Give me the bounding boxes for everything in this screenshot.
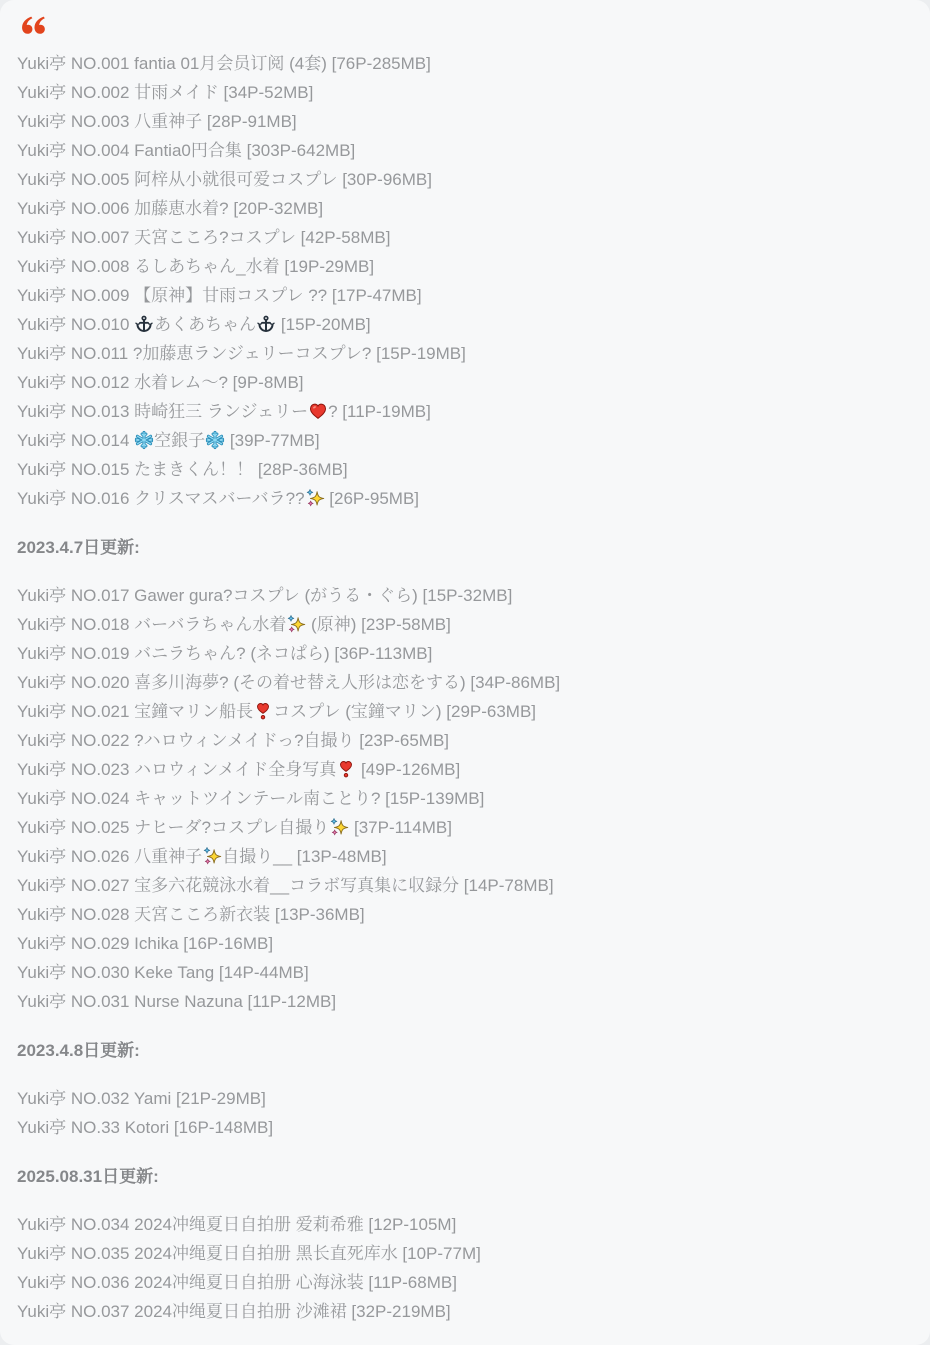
release-line: Yuki亭 NO.003 八重神子 [28P-91MB] xyxy=(17,112,297,131)
release-line: Yuki亭 NO.007 天宮こころ?コスプレ [42P-58MB] xyxy=(17,228,391,247)
release-line: Yuki亭 NO.026 八重神子 自撮り__ [13P-48MB] xyxy=(17,847,387,866)
release-line: Yuki亭 NO.021 宝鐘マリン船長 コスプレ (宝鐘マリン) [29P-63MB] xyxy=(17,702,537,721)
snowflake-icon xyxy=(205,430,225,450)
anchor-icon xyxy=(134,314,154,334)
release-list-batch-4 xyxy=(17,1210,912,1326)
sparkles-icon xyxy=(286,614,306,634)
release-line: Yuki亭 NO.031 Nurse Nazuna [11P-12MB] xyxy=(17,992,337,1011)
update-date-heading-2: 2023.4.8日更新: xyxy=(17,1041,140,1060)
release-line: Yuki亭 NO.004 Fantia0円合集 [303P-642MB] xyxy=(17,141,356,160)
release-line: Yuki亭 NO.023 ハロウィンメイド全身写真 [49P-126MB] xyxy=(17,760,461,779)
snowflake-icon xyxy=(134,430,154,450)
update-date-heading-3: 2025.08.31日更新: xyxy=(17,1167,159,1186)
release-line: Yuki亭 NO.33 Kotori [16P-148MB] xyxy=(17,1118,274,1137)
release-line: Yuki亭 NO.017 Gawer gura?コスプレ (がうる・ぐら) [15P-32MB] xyxy=(17,586,513,605)
release-line: Yuki亭 NO.034 2024冲绳夏日自拍册 爱莉希雅 [12P-105M] xyxy=(17,1215,457,1234)
sparkles-icon xyxy=(202,846,222,866)
red-heart-icon xyxy=(308,401,328,421)
anchor-icon xyxy=(256,314,276,334)
release-line: Yuki亭 NO.013 時崎狂三 ランジェリー ? [11P-19MB] xyxy=(17,402,431,421)
release-line: Yuki亭 NO.006 加藤恵水着? [20P-32MB] xyxy=(17,199,324,218)
release-line: Yuki亭 NO.009 【原神】甘雨コスプレ ?? [17P-47MB] xyxy=(17,286,422,305)
update-date-heading-1: 2023.4.7日更新: xyxy=(17,538,140,557)
heart-exclamation-icon xyxy=(336,759,356,779)
release-list-batch-1 xyxy=(17,49,912,513)
release-line: Yuki亭 NO.008 るしあちゃん_水着 [19P-29MB] xyxy=(17,257,375,276)
release-line: Yuki亭 NO.028 天宮こころ新衣装 [13P-36MB] xyxy=(17,905,365,924)
release-line: Yuki亭 NO.036 2024冲绳夏日自拍册 心海泳装 [11P-68MB] xyxy=(17,1273,457,1292)
release-list-batch-2 xyxy=(17,581,912,1016)
sparkles-icon xyxy=(305,488,325,508)
release-line: Yuki亭 NO.020 喜多川海夢? (その着せ替え人形は恋をする) [34P-86MB] xyxy=(17,673,561,692)
release-list-batch-3 xyxy=(17,1084,912,1142)
sparkles-icon xyxy=(329,817,349,837)
release-line: Yuki亭 NO.025 ナヒーダ?コスプレ自撮り [37P-114MB] xyxy=(17,818,452,837)
release-line: Yuki亭 NO.016 クリスマスバーバラ?? [26P-95MB] xyxy=(17,489,420,508)
release-line: Yuki亭 NO.001 fantia 01月会员订阅 (4套) [76P-285MB] xyxy=(17,54,431,73)
release-line: Yuki亭 NO.014 空銀子 [39P-77MB] xyxy=(17,431,320,450)
release-line: Yuki亭 NO.010 あくあちゃん [15P-20MB] xyxy=(17,315,371,334)
release-line: Yuki亭 NO.002 甘雨メイド [34P-52MB] xyxy=(17,83,314,102)
release-line: Yuki亭 NO.035 2024冲绳夏日自拍册 黑长直死库水 [10P-77M] xyxy=(17,1244,481,1263)
blockquote-quote-icon xyxy=(19,15,46,36)
release-line: Yuki亭 NO.018 バーバラちゃん水着 (原神) [23P-58MB] xyxy=(17,615,451,634)
release-line: Yuki亭 NO.015 たまきくん！！ [28P-36MB] xyxy=(17,460,348,479)
release-line: Yuki亭 NO.011 ?加藤恵ランジェリーコスプレ? [15P-19MB] xyxy=(17,344,466,363)
release-line: Yuki亭 NO.029 Ichika [16P-16MB] xyxy=(17,934,274,953)
release-line: Yuki亭 NO.005 阿梓从小就很可爱コスプレ [30P-96MB] xyxy=(17,170,432,189)
release-line: Yuki亭 NO.027 宝多六花競泳水着__コラボ写真集に収録分 [14P-78MB] xyxy=(17,876,554,895)
release-line: Yuki亭 NO.012 水着レム～? [9P-8MB] xyxy=(17,373,304,392)
release-line: Yuki亭 NO.030 Keke Tang [14P-44MB] xyxy=(17,963,309,982)
release-line: Yuki亭 NO.019 バニラちゃん? (ネコぱら) [36P-113MB] xyxy=(17,644,433,663)
heart-exclamation-icon xyxy=(253,701,273,721)
release-line: Yuki亭 NO.032 Yami [21P-29MB] xyxy=(17,1089,266,1108)
release-line: Yuki亭 NO.022 ?ハロウィンメイドっ?自撮り [23P-65MB] xyxy=(17,731,450,750)
release-line: Yuki亭 NO.037 2024冲绳夏日自拍册 沙滩裙 [32P-219MB] xyxy=(17,1302,451,1321)
release-line: Yuki亭 NO.024 キャットツインテール南ことり? [15P-139MB] xyxy=(17,789,485,808)
